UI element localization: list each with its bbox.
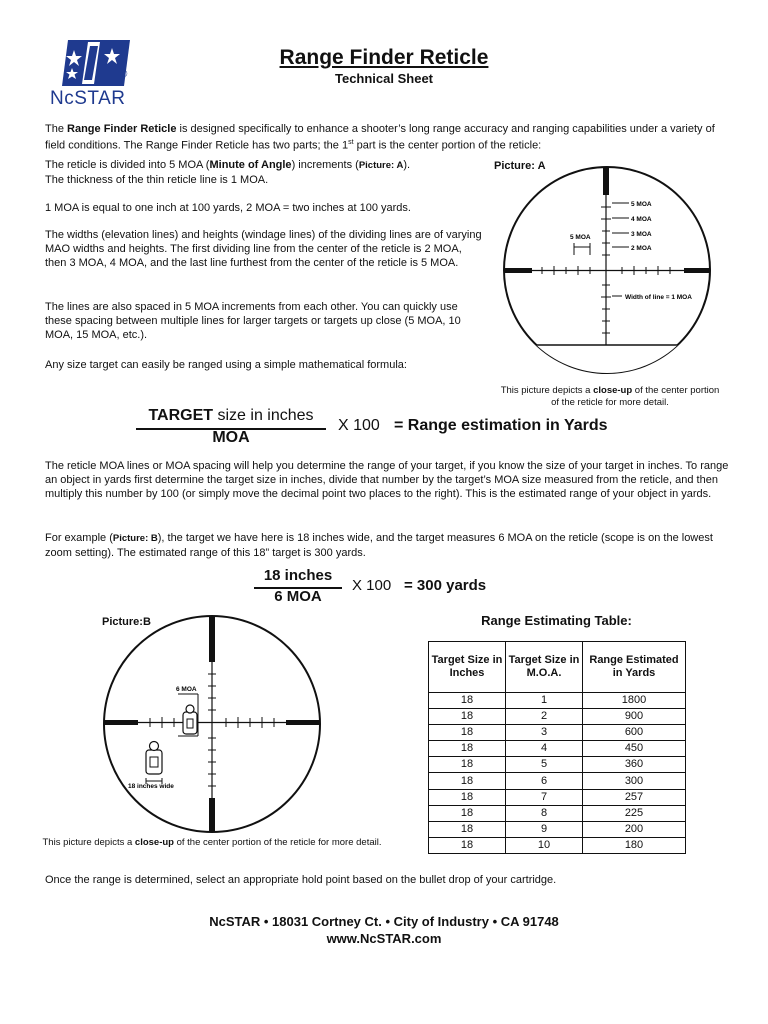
table-cell: 360 — [583, 757, 686, 773]
header-target-size-inches: Target Size in Inches — [429, 642, 506, 693]
formula-result: = Range estimation in Yards — [394, 417, 608, 434]
example-denominator: 6 MOA — [274, 588, 322, 605]
moa-equal-paragraph: 1 MOA is equal to one inch at 100 yards, 2 MOA = two inches at 100 yards. — [45, 202, 411, 214]
example-multiplier: X 100 — [352, 577, 392, 594]
table-row — [429, 821, 686, 837]
table-row — [429, 709, 686, 725]
label-5-moa-left: 5 MOA — [570, 234, 591, 241]
table-row — [429, 773, 686, 789]
reticle-picture-a — [494, 165, 726, 385]
table-cell: 18 — [429, 693, 506, 709]
label-6-moa: 6 MOA — [176, 686, 197, 693]
table-cell: 18 — [429, 725, 506, 741]
table-cell: 3 — [506, 725, 583, 741]
spacing-paragraph: The lines are also spaced in 5 MOA increments from each other. You can quickly use these spacing between multiple lines for larger targets or targets up close (5 MOA, 10 MOA, 15 MOA, etc.). — [45, 301, 461, 342]
picture-b-caption: This picture depicts a close-up of the center portion of the reticle for more detail. — [42, 837, 382, 848]
table-cell: 18 — [429, 757, 506, 773]
moa-paragraph: The reticle is divided into 5 MOA (Minute of Angle) increments (Picture: A). The thickness of the thin reticle line is 1 MOA. — [45, 159, 411, 187]
table-cell: 18 — [429, 709, 506, 725]
range-estimating-table — [428, 641, 686, 854]
logo-wordmark: NcSTAR — [50, 88, 126, 109]
table-cell: 5 — [506, 757, 583, 773]
footer-url[interactable]: www.NcSTAR.com — [326, 931, 442, 946]
widths-paragraph: The widths (elevation lines) and heights (windage lines) of the dividing lines are of varying MAO widths and heights. The first dividing line from the center of the reticle is 2 MOA, then 3 MOA, 4 MOA, and the last line furthest from the center of the reticle is 5 MOA. — [45, 229, 482, 270]
table-cell: 18 — [429, 837, 506, 853]
example-numerator: 18 inches — [263, 567, 333, 584]
range-formula — [136, 407, 656, 449]
label-line-width: Width of line = 1 MOA — [625, 294, 692, 301]
label-5-moa: 5 MOA — [631, 201, 652, 208]
picture-a-caption: This picture depicts a close-up of the center portion of the reticle for more detail. — [500, 385, 720, 408]
table-row — [429, 805, 686, 821]
label-4-moa: 4 MOA — [631, 216, 652, 223]
example-paragraph: For example (Picture: B), the target we have here is 18 inches wide, and the target measures 6 MOA on the reticle (scope is on the lowest zoom setting). The estimated range of this 18” target is 300 yards. — [45, 532, 713, 560]
table-cell: 2 — [506, 709, 583, 725]
table-row — [429, 837, 686, 853]
intro-paragraph: The Range Finder Reticle is designed specifically to enhance a shooter’s long range accuracy and ranging capabilities under a variety of field conditions. The Range Finder Reticle has two parts; the 1st part is the center portion of the reticle: — [45, 123, 715, 152]
range-table-title: Range Estimating Table: — [481, 613, 632, 628]
table-cell: 18 — [429, 789, 506, 805]
registered-mark: ® — [120, 69, 128, 80]
formula-intro-paragraph: Any size target can easily be ranged using a simple mathematical formula: — [45, 359, 407, 371]
table-row — [429, 757, 686, 773]
footer-address: NcSTAR • 18031 Cortney Ct. • City of Industry • CA 91748 — [209, 914, 559, 929]
table-cell: 225 — [583, 805, 686, 821]
label-3-moa: 3 MOA — [631, 231, 652, 238]
table-cell: 900 — [583, 709, 686, 725]
table-row — [429, 789, 686, 805]
reticle-usage-paragraph: The reticle MOA lines or MOA spacing will help you determine the range of your target, if you know the size of your target in inches. To range an object in yards first determine the target size in inches, divide that number by the target’s MOA size measured from the reticle, and then multiply this number by 100 (or simply move the decimal point two places to the right). This is the estimated range of your object in yards. — [45, 460, 729, 501]
label-2-moa: 2 MOA — [631, 245, 652, 252]
target-silhouette-upper — [183, 705, 197, 734]
page-title: Range Finder Reticle — [279, 46, 489, 69]
page-subtitle: Technical Sheet — [334, 71, 433, 86]
formula-denominator: MOA — [212, 429, 250, 446]
table-cell: 200 — [583, 821, 686, 837]
table-cell: 257 — [583, 789, 686, 805]
table-cell: 18 — [429, 741, 506, 757]
table-cell: 18 — [429, 821, 506, 837]
target-silhouette-lower — [146, 742, 162, 785]
reticle-picture-b — [100, 612, 326, 836]
table-row — [429, 741, 686, 757]
header-target-size-moa: Target Size in M.O.A. — [506, 642, 583, 693]
table-header-row — [429, 642, 686, 693]
table-cell: 10 — [506, 837, 583, 853]
table-cell: 1 — [506, 693, 583, 709]
label-18-inches-wide: 18 inches wide — [128, 783, 174, 790]
example-formula — [254, 567, 554, 609]
table-cell: 6 — [506, 773, 583, 789]
example-result: = 300 yards — [404, 577, 487, 594]
header-range-yards: Range Estimated in Yards — [583, 642, 686, 693]
table-cell: 8 — [506, 805, 583, 821]
table-cell: 450 — [583, 741, 686, 757]
table-cell: 4 — [506, 741, 583, 757]
picture-b-label: Picture:B — [102, 616, 151, 628]
table-cell: 180 — [583, 837, 686, 853]
closing-paragraph: Once the range is determined, select an appropriate hold point based on the bullet drop of your cartridge. — [45, 874, 557, 886]
table-cell: 300 — [583, 773, 686, 789]
table-cell: 9 — [506, 821, 583, 837]
table-row — [429, 693, 686, 709]
table-cell: 7 — [506, 789, 583, 805]
table-cell: 1800 — [583, 693, 686, 709]
table-cell: 18 — [429, 805, 506, 821]
formula-multiplier: X 100 — [338, 417, 380, 434]
picture-a-label: Picture: A — [494, 160, 546, 172]
table-cell: 600 — [583, 725, 686, 741]
table-row — [429, 725, 686, 741]
formula-numerator: TARGET size in inches — [148, 407, 314, 424]
table-cell: 18 — [429, 773, 506, 789]
